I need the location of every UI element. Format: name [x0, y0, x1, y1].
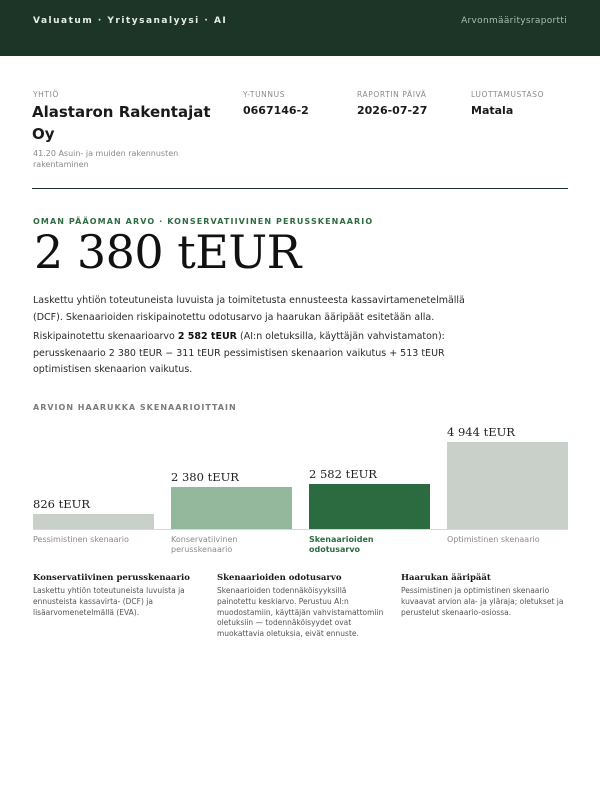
valuation-description: Laskettu yhtiön toteutuneista luvuista ja toimitetusta ennusteesta kassavirtamenetelmällä (DCF). Skenaarioiden riskipainotettu odotusarvo ja haarukan ääripäät esitetään alla.	[33, 295, 465, 323]
note-text: Skenaarioiden todennäköisyyksillä painotettu keskiarvo. Perustuu AI:n muodostamiin, käyttäjän vahvistamattomiin oletuksiin — todennäköisyydet ovat muokattavia oletuksia, eivät ennuste.	[217, 586, 384, 639]
bar-value-label-optimistic: 4 944 tEUR	[447, 425, 515, 439]
category-label-conservative: Konservatiivinen perusskenaario	[171, 535, 238, 554]
business-id-label: Y-TUNNUS	[243, 90, 286, 99]
category-label-optimistic: Optimistinen skenaario	[447, 535, 540, 544]
category-label-pessimistic: Pessimistinen skenaario	[33, 535, 129, 544]
risk-weighted-prefix: Riskipainotettu skenaarioarvo	[33, 331, 178, 342]
bar-value-label-conservative: 2 380 tEUR	[171, 470, 239, 484]
bar-pessimistic	[33, 514, 154, 529]
bar-optimistic	[447, 442, 568, 529]
confidence-value: Matala	[471, 104, 514, 117]
category-label-expected: Skenaarioiden odotusarvo	[309, 535, 374, 554]
report-date-value: 2026-07-27	[357, 104, 428, 117]
note-text: Pessimistinen ja optimistinen skenaario kuvaavat arvion ala- ja yläraja; oletukset ja perustelut skenaario-osiossa.	[401, 586, 564, 617]
note-expected	[217, 573, 387, 640]
bar-value-label-pessimistic: 826 tEUR	[33, 497, 90, 511]
note-title: Konservatiivinen perusskenaario	[33, 573, 190, 583]
risk-weighted-value: 2 582 tEUR	[177, 331, 237, 342]
bar-expected	[309, 484, 430, 529]
top-bar	[0, 0, 600, 56]
business-id-value: 0667146-2	[243, 104, 309, 117]
note-text: Laskettu yhtiön toteutuneista luvuista ja ennusteista kassavirta- (DCF) ja lisäarvomenetelmällä (EVA).	[33, 586, 185, 617]
note-extremes	[401, 573, 571, 618]
risk-weighted-suffix: (AI:n oletuksilla, käyttäjän vahvistamaton): perusskenaario 2 380 tEUR − 311 tEUR pessimistisen skenaarion vaikutus + 513 tEUR optimistisen skenaarion vaikutus.	[33, 331, 445, 375]
equity-value: 2 380 tEUR	[34, 225, 301, 279]
brand-name: Valuatum · Yritysanalyysi · AI	[33, 16, 228, 26]
company-name: Alastaron Rakentajat Oy	[32, 103, 211, 143]
chart-section-title: ARVION HAARUKKA SKENAARIOITTAIN	[33, 403, 237, 412]
note-title: Haarukan ääripäät	[401, 573, 491, 583]
header-divider	[32, 188, 568, 189]
document-type: Arvonmääritysraportti	[461, 16, 567, 26]
report-date-label: RAPORTIN PÄIVÄ	[357, 90, 427, 99]
risk-weighted-paragraph	[33, 329, 473, 379]
note-conservative	[33, 573, 203, 618]
scenario-range-chart	[0, 410, 600, 532]
note-title: Skenaarioiden odotusarvo	[217, 573, 342, 583]
bar-value-label-expected: 2 582 tEUR	[309, 467, 377, 481]
company-label: YHTIÖ	[33, 90, 59, 99]
bar-conservative	[171, 487, 292, 529]
equity-value-label: OMAN PÄÄOMAN ARVO · KONSERVATIIVINEN PERUSSKENAARIO	[33, 217, 374, 226]
company-industry: 41.20 Asuin- ja muiden rakennusten rakentaminen	[33, 149, 179, 169]
confidence-label: LUOTTAMUSTASO	[471, 90, 545, 99]
